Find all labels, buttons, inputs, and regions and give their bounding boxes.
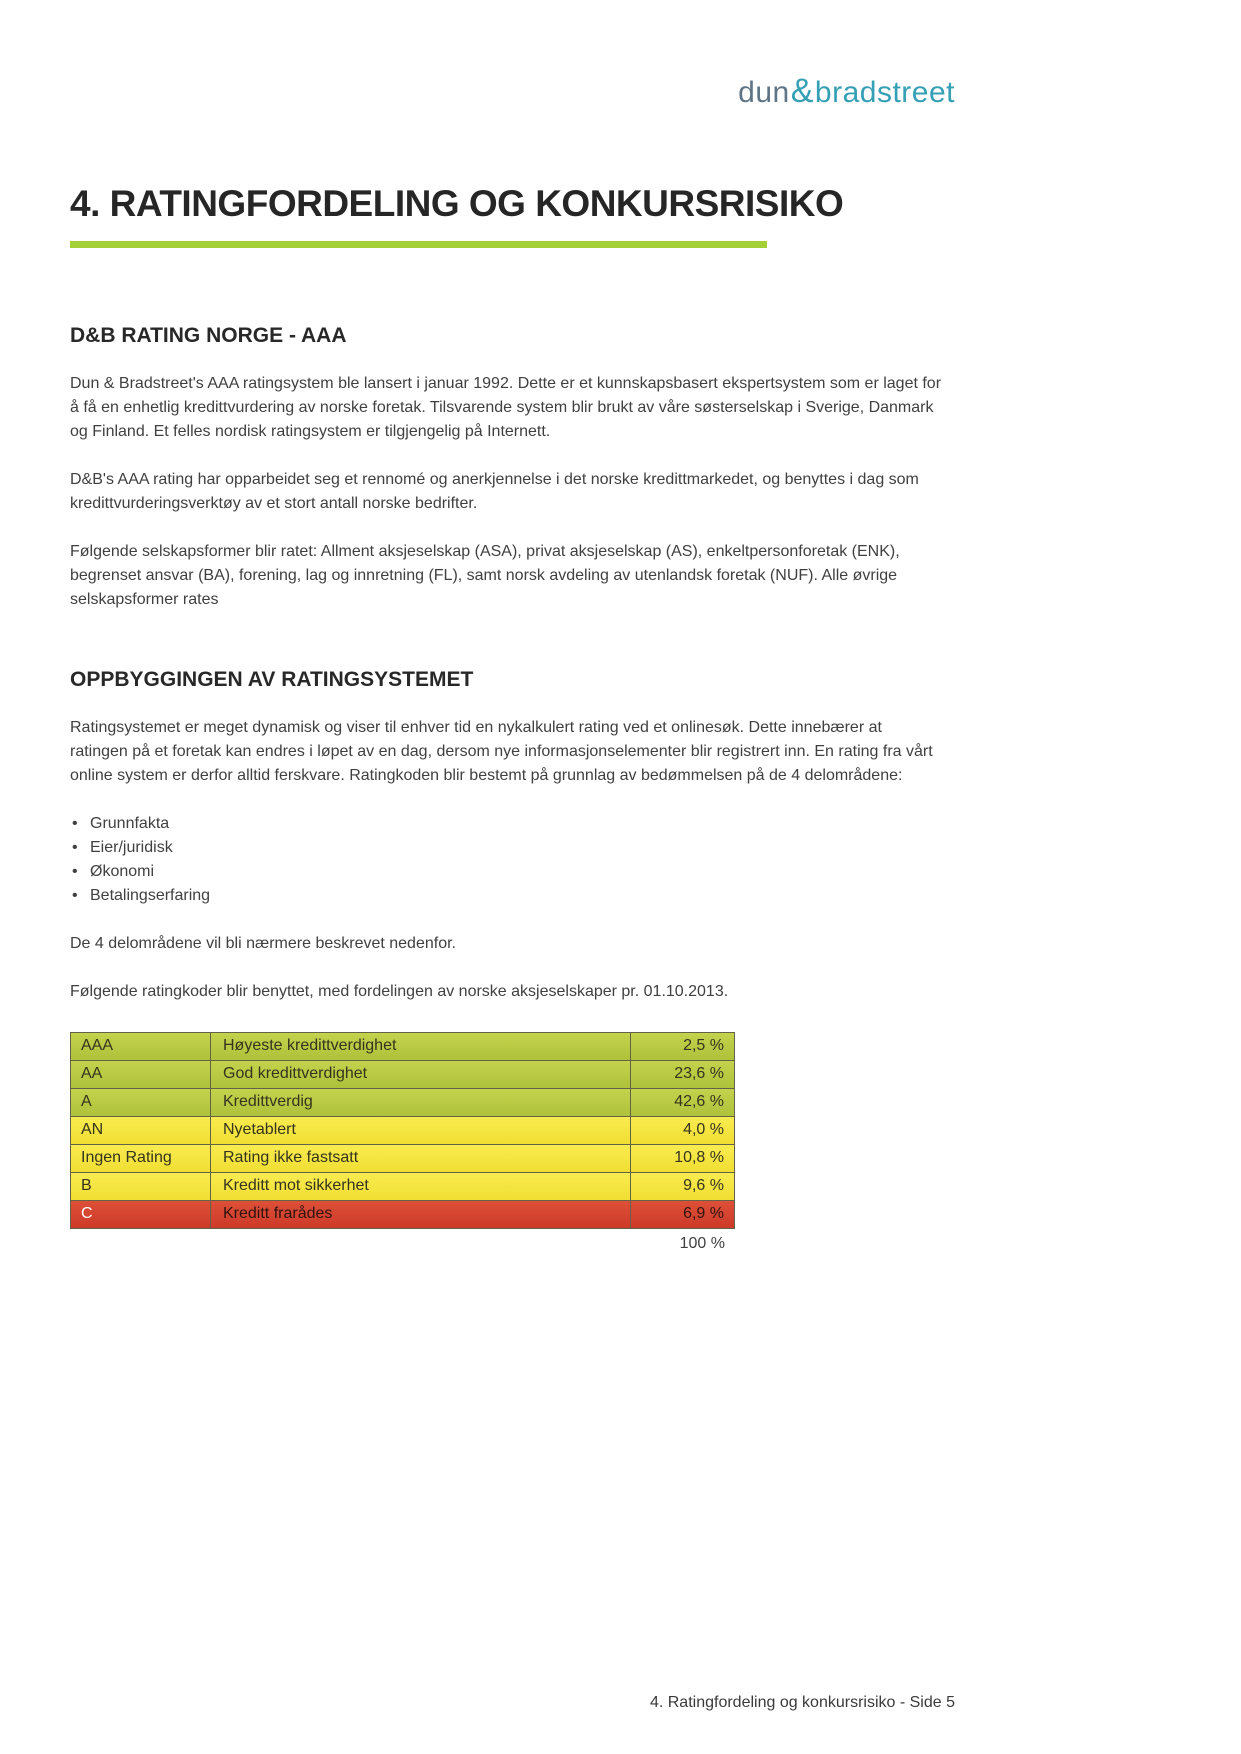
rating-description-cell: Kredittverdig (211, 1089, 631, 1116)
table-row (71, 1144, 734, 1172)
list-item: • Eier/juridisk (70, 836, 955, 860)
logo-ampersand-icon: & (790, 72, 814, 110)
table-total: 100 % (679, 1235, 725, 1252)
list-item: • Grunnfakta (70, 812, 955, 836)
paragraph: Dun & Bradstreet's AAA ratingsystem ble lansert i januar 1992. Dette er et kunnskapsbasert ekspertsystem som er laget for å få en enhetlig kredittvurdering av norske foretak. Tilsvarende system blir brukt av våre søsterselskap i Sverige, Danmark og Finland. Et felles nordisk ratingsystem er tilgjengelig på Internett. (70, 375, 942, 440)
rating-code-cell: AAA (71, 1033, 211, 1060)
rating-description-cell: Høyeste kredittverdighet (211, 1033, 631, 1060)
rating-code-cell: AA (71, 1061, 211, 1088)
rating-code-cell: C (71, 1201, 211, 1228)
section-heading-rating-norge: D&B RATING NORGE - AAA (70, 324, 347, 347)
list-item: • Betalingserfaring (70, 884, 955, 908)
table-row (71, 1200, 734, 1228)
section-heading-oppbyggingen: OPPBYGGINGEN AV RATINGSYSTEMET (70, 668, 474, 691)
table-row (71, 1088, 734, 1116)
table-row (71, 1172, 734, 1200)
logo-text-bradstreet: bradstreet (814, 76, 955, 109)
rating-code-cell: Ingen Rating (71, 1145, 211, 1172)
rating-code-cell: B (71, 1173, 211, 1200)
paragraph: Følgende selskapsformer blir ratet: Allment aksjeselskap (ASA), privat aksjeselskap (AS), enkeltpersonforetak (ENK), begrenset ansvar (BA), forening, lag og innretning (FL), samt norsk avdeling av utenlandsk foretak (NUF). Alle øvrige selskapsformer rates (70, 543, 900, 608)
dun-bradstreet-logo (70, 72, 955, 111)
rating-description-cell: Kreditt frarådes (211, 1201, 631, 1228)
table-row (71, 1060, 734, 1088)
rating-description-cell: God kredittverdighet (211, 1061, 631, 1088)
paragraph: Følgende ratingkoder blir benyttet, med fordelingen av norske aksjeselskaper pr. 01.10.2013. (70, 983, 729, 1000)
table-row (71, 1033, 734, 1060)
rating-code-cell: A (71, 1089, 211, 1116)
rating-code-cell: AN (71, 1117, 211, 1144)
page-title: 4. RATINGFORDELING OG KONKURSRISIKO (70, 183, 844, 224)
rating-percent-cell: 6,9 % (683, 1205, 724, 1222)
rating-distribution-table (70, 1032, 735, 1229)
table-row (71, 1116, 734, 1144)
title-accent-rule (70, 241, 767, 248)
rating-areas-list (70, 812, 955, 908)
paragraph: Ratingsystemet er meget dynamisk og viser til enhver tid en nykalkulert rating ved et onlinesøk. Dette innebærer at ratingen på et foretak kan endres i løpet av en dag, dersom nye informasjonselementer blir registrert inn. En rating fra vårt online system er derfor alltid ferskvare. Ratingkoden blir bestemt på grunnlag av bedømmelsen på de 4 delområdene: (70, 719, 933, 784)
rating-percent-cell: 23,6 % (674, 1065, 724, 1082)
paragraph: D&B's AAA rating har opparbeidet seg et rennomé og anerkjennelse i det norske kredittmarkedet, og benyttes i dag som kredittvurderingsverktøy av et stort antall norske bedrifter. (70, 471, 919, 512)
rating-percent-cell: 9,6 % (683, 1177, 724, 1194)
rating-percent-cell: 42,6 % (674, 1093, 724, 1110)
list-item: • Økonomi (70, 860, 955, 884)
rating-percent-cell: 2,5 % (683, 1037, 724, 1054)
page-content (70, 0, 955, 1253)
rating-description-cell: Rating ikke fastsatt (211, 1145, 631, 1172)
rating-description-cell: Kreditt mot sikkerhet (211, 1173, 631, 1200)
rating-description-cell: Nyetablert (211, 1117, 631, 1144)
rating-percent-cell: 4,0 % (683, 1121, 724, 1138)
logo-text-dun: dun (738, 76, 790, 109)
paragraph: De 4 delområdene vil bli nærmere beskrevet nedenfor. (70, 935, 456, 952)
page-footer: 4. Ratingfordeling og konkursrisiko - Side 5 (649, 1694, 955, 1711)
rating-percent-cell: 10,8 % (674, 1149, 724, 1166)
